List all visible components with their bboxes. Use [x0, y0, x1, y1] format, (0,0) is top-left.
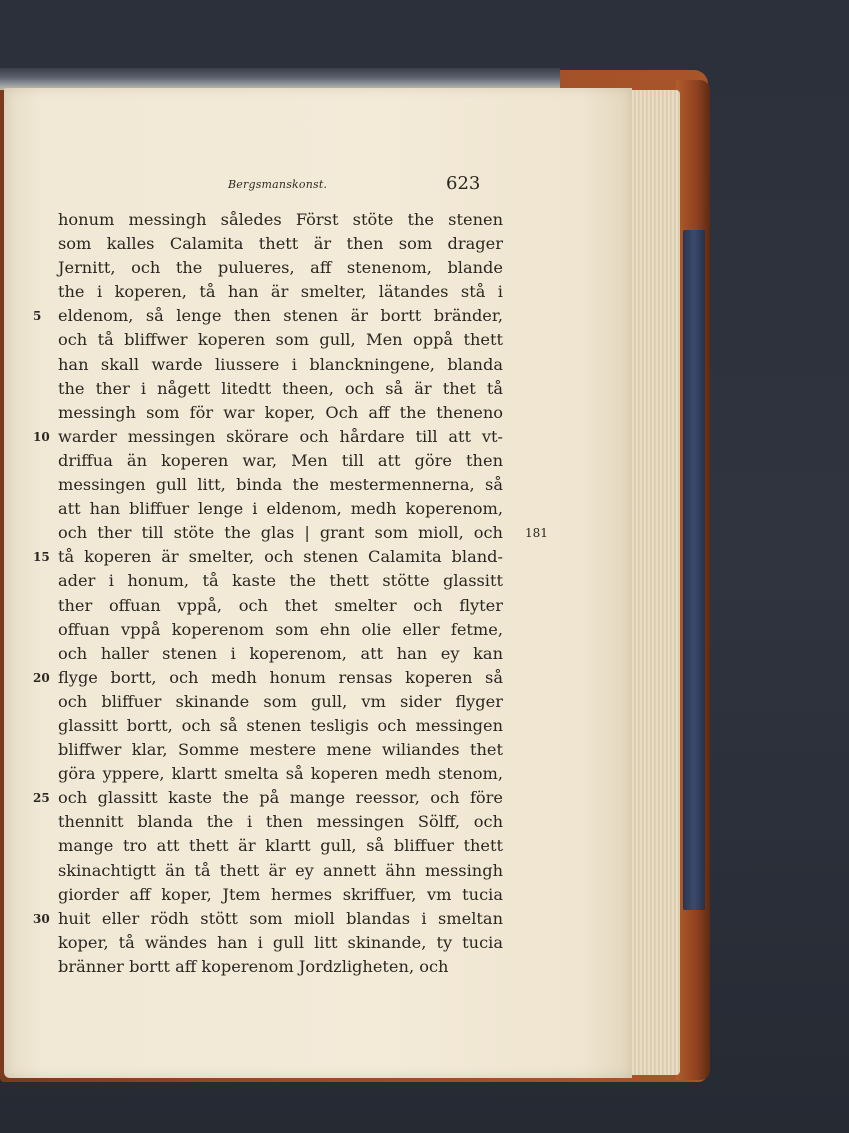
side-reference: 181	[525, 526, 548, 541]
line-text: ader i honum, tå kaste the thett stötte glassitt	[58, 571, 503, 591]
text-line	[58, 449, 503, 473]
text-line	[33, 545, 503, 569]
line-text: flyge bortt, och medh honum rensas koperen så	[58, 667, 503, 687]
line-text: offuan vppå koperenom som ehn olie eller fetme,	[58, 619, 503, 639]
text-line	[58, 208, 503, 232]
page-stack-edge	[628, 90, 680, 1075]
line-text: som kalles Calamita thett är then som drager	[58, 234, 503, 254]
line-number: 5	[33, 309, 42, 324]
line-number: 10	[33, 429, 50, 444]
line-text: messingh som för war koper, Och aff the theneno	[58, 402, 503, 422]
line-text: och tå bliffwer koperen som gull, Men oppå thett	[58, 330, 503, 350]
text-line	[58, 762, 503, 786]
text-line	[58, 883, 503, 907]
line-text: han skall warde liussere i blanckningene, blanda	[58, 354, 503, 374]
line-text: Jernitt, och the pulueres, aff stenenom, blande	[58, 258, 503, 278]
text-line	[33, 666, 503, 690]
text-line	[33, 907, 503, 931]
line-text: bliffwer klar, Somme mestere mene wiliandes thet	[58, 740, 503, 760]
line-text: ther offuan vppå, och thet smelter och flyter	[58, 595, 503, 615]
line-number: 30	[33, 911, 50, 926]
line-text: driffua än koperen war, Men till att göre then	[58, 450, 503, 470]
text-line	[58, 931, 503, 955]
line-text: huit eller rödh stött som mioll blandas i smeltan	[58, 908, 503, 928]
text-line	[58, 738, 503, 762]
text-line	[33, 425, 503, 449]
line-text: messingen gull litt, binda the mestermennerna, så	[58, 475, 503, 495]
line-text: the ther i någett litedtt theen, och så är thet tå	[58, 378, 503, 398]
line-text: skinachtigtt än tå thett är ey annett ähn messingh	[58, 860, 503, 880]
line-text: tå koperen är smelter, och stenen Calamita bland-	[58, 547, 503, 567]
text-line	[58, 810, 503, 834]
line-number: 20	[33, 670, 50, 685]
running-head: Bergsmanskonst.	[228, 178, 328, 191]
line-text: glassitt bortt, och så stenen tesligis och messingen	[58, 715, 503, 735]
line-text: koper, tå wändes han i gull litt skinande, ty tucia	[58, 932, 503, 952]
book-spine-strip	[683, 230, 705, 910]
line-text: eldenom, så lenge then stenen är bortt bränder,	[58, 306, 503, 326]
text-line	[58, 328, 503, 352]
text-line	[58, 714, 503, 738]
line-text: att han bliffuer lenge i eldenom, medh koperenom,	[58, 499, 503, 519]
line-text: och glassitt kaste the på mange reessor, och före	[58, 788, 503, 808]
text-line	[58, 859, 503, 883]
text-line	[33, 786, 503, 810]
line-number: 25	[33, 791, 50, 806]
top-page-edge	[0, 68, 560, 90]
text-line	[58, 642, 503, 666]
text-block	[33, 208, 548, 979]
text-line	[58, 353, 503, 377]
page-number: 623	[446, 173, 481, 194]
text-line	[58, 594, 503, 618]
line-text: göra yppere, klartt smelta så koperen medh stenom,	[58, 764, 503, 784]
line-text: the i koperen, tå han är smelter, lätandes stå i	[58, 282, 503, 302]
line-text: honum messingh således Först stöte the stenen	[58, 210, 503, 229]
text-line	[58, 955, 503, 979]
line-text: mange tro att thett är klartt gull, så bliffuer thett	[58, 836, 503, 856]
text-line	[58, 690, 503, 714]
line-text: och haller stenen i koperenom, att han ey kan	[58, 643, 503, 663]
text-line	[33, 304, 503, 328]
text-line	[58, 521, 548, 545]
text-line	[58, 618, 503, 642]
text-line	[58, 232, 503, 256]
text-line	[58, 256, 503, 280]
line-text: warder messingen skörare och hårdare till att vt-	[58, 426, 503, 446]
text-line	[58, 473, 503, 497]
line-number: 15	[33, 550, 50, 565]
text-line	[58, 497, 503, 521]
line-text: thennitt blanda the i then messingen Sölff, och	[58, 812, 503, 832]
line-text: och ther till stöte the glas | grant som mioll, och	[58, 523, 503, 543]
line-text: bränner bortt aff koperenom Jordzligheten, och	[58, 956, 449, 976]
line-text: och bliffuer skinande som gull, vm sider flyger	[58, 691, 503, 711]
text-line	[58, 834, 503, 858]
line-text: giorder aff koper, Jtem hermes skriffuer, vm tucia	[58, 884, 503, 904]
text-line	[58, 401, 503, 425]
text-line	[58, 569, 503, 593]
text-line	[58, 280, 503, 304]
text-line	[58, 377, 503, 401]
